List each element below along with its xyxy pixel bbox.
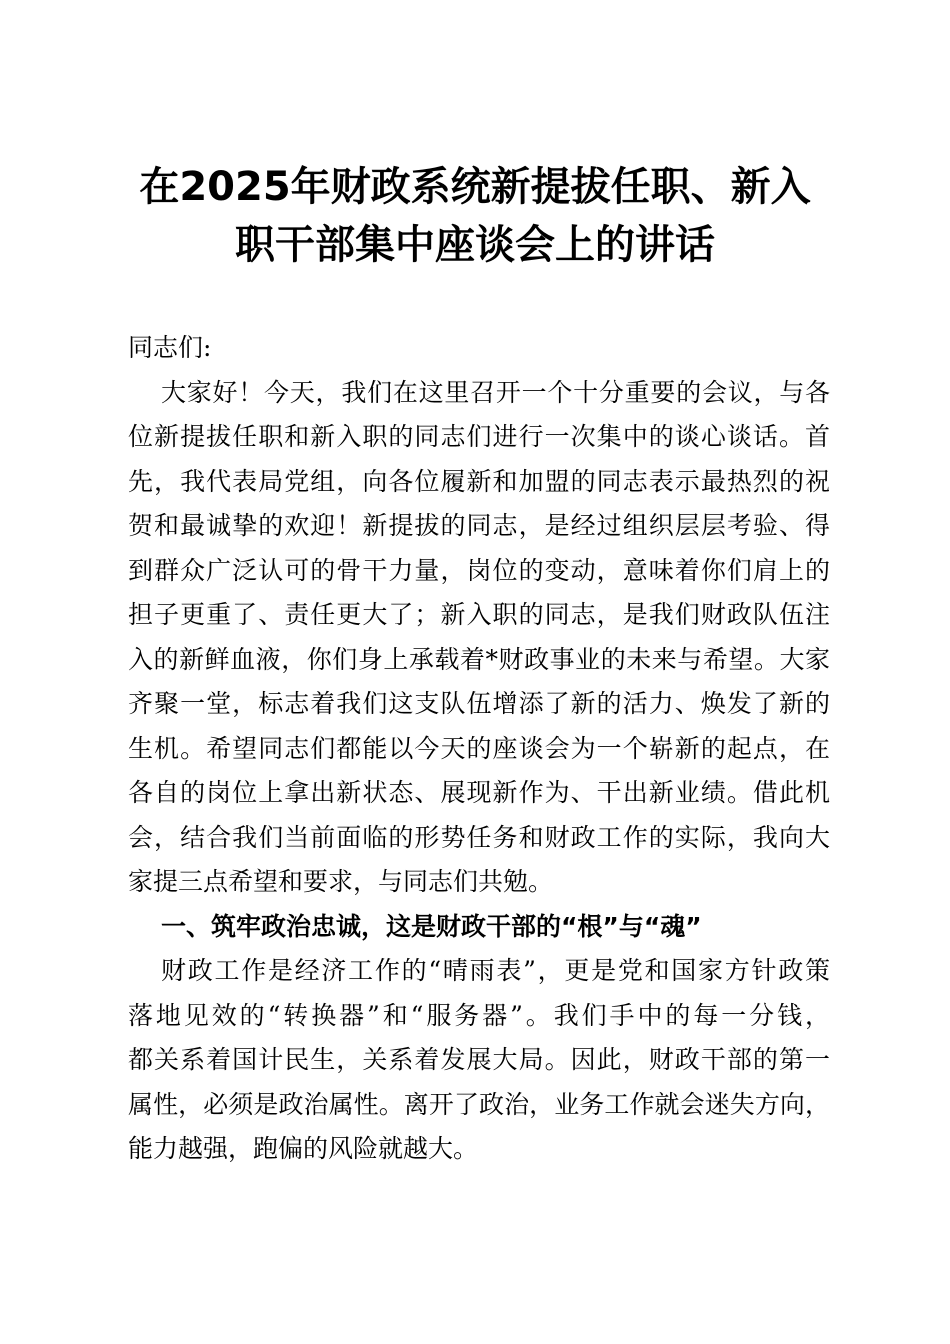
text-line: 位新提拔任职和新入职的同志们进行一次集中的谈心谈话。首	[128, 422, 830, 451]
text-line: 入的新鲜血液，你们身上承载着*财政事业的未来与希望。大家	[128, 644, 830, 674]
title-line-1: 在2025年财政系统新提拔任职、新入	[139, 164, 811, 210]
document-title	[100, 158, 850, 274]
text-line: 能力越强，跑偏的风险就越大。	[128, 1134, 479, 1163]
paragraph-opening	[128, 371, 830, 905]
text-line: 贺和最诚挚的欢迎！新提拔的同志，是经过组织层层考验、得	[128, 511, 830, 540]
text-line: 齐聚一堂，标志着我们这支队伍增添了新的活力、焕发了新的	[128, 689, 830, 718]
text-line: 先，我代表局党组，向各位履新和加盟的同志表示最热烈的祝	[128, 466, 830, 496]
text-line: 到群众广泛认可的骨干力量，岗位的变动，意味着你们肩上的	[128, 555, 830, 585]
text-line: 各自的岗位上拿出新状态、展现新作为、干出新业绩。借此机	[128, 778, 830, 807]
document-body	[128, 326, 830, 1172]
text-line: 财政工作是经济工作的“晴雨表”，更是党和国家方针政策	[161, 956, 830, 985]
text-line: 担子更重了、责任更大了；新入职的同志，是我们财政队伍注	[128, 600, 830, 629]
text-line: 会，结合我们当前面临的形势任务和财政工作的实际，我向大	[128, 822, 830, 852]
paragraph-section-1	[128, 949, 830, 1172]
text-line: 家提三点希望和要求，与同志们共勉。	[128, 867, 554, 896]
text-line: 落地见效的“转换器”和“服务器”。我们手中的每一分钱，	[128, 1000, 830, 1030]
text-line: 大家好！今天，我们在这里召开一个十分重要的会议，与各	[161, 377, 830, 407]
title-line-2: 职干部集中座谈会上的讲话	[235, 222, 715, 268]
text-line: 属性，必须是政治属性。离开了政治，业务工作就会迷失方向，	[128, 1089, 830, 1119]
text-line: 生机。希望同志们都能以今天的座谈会为一个崭新的起点，在	[128, 733, 830, 763]
section-heading-1: 一、筑牢政治忠诚，这是财政干部的“根”与“魂”	[161, 911, 702, 941]
text-line: 都关系着国计民生，关系着发展大局。因此，财政干部的第一	[128, 1045, 830, 1074]
salutation: 同志们:	[128, 333, 212, 362]
